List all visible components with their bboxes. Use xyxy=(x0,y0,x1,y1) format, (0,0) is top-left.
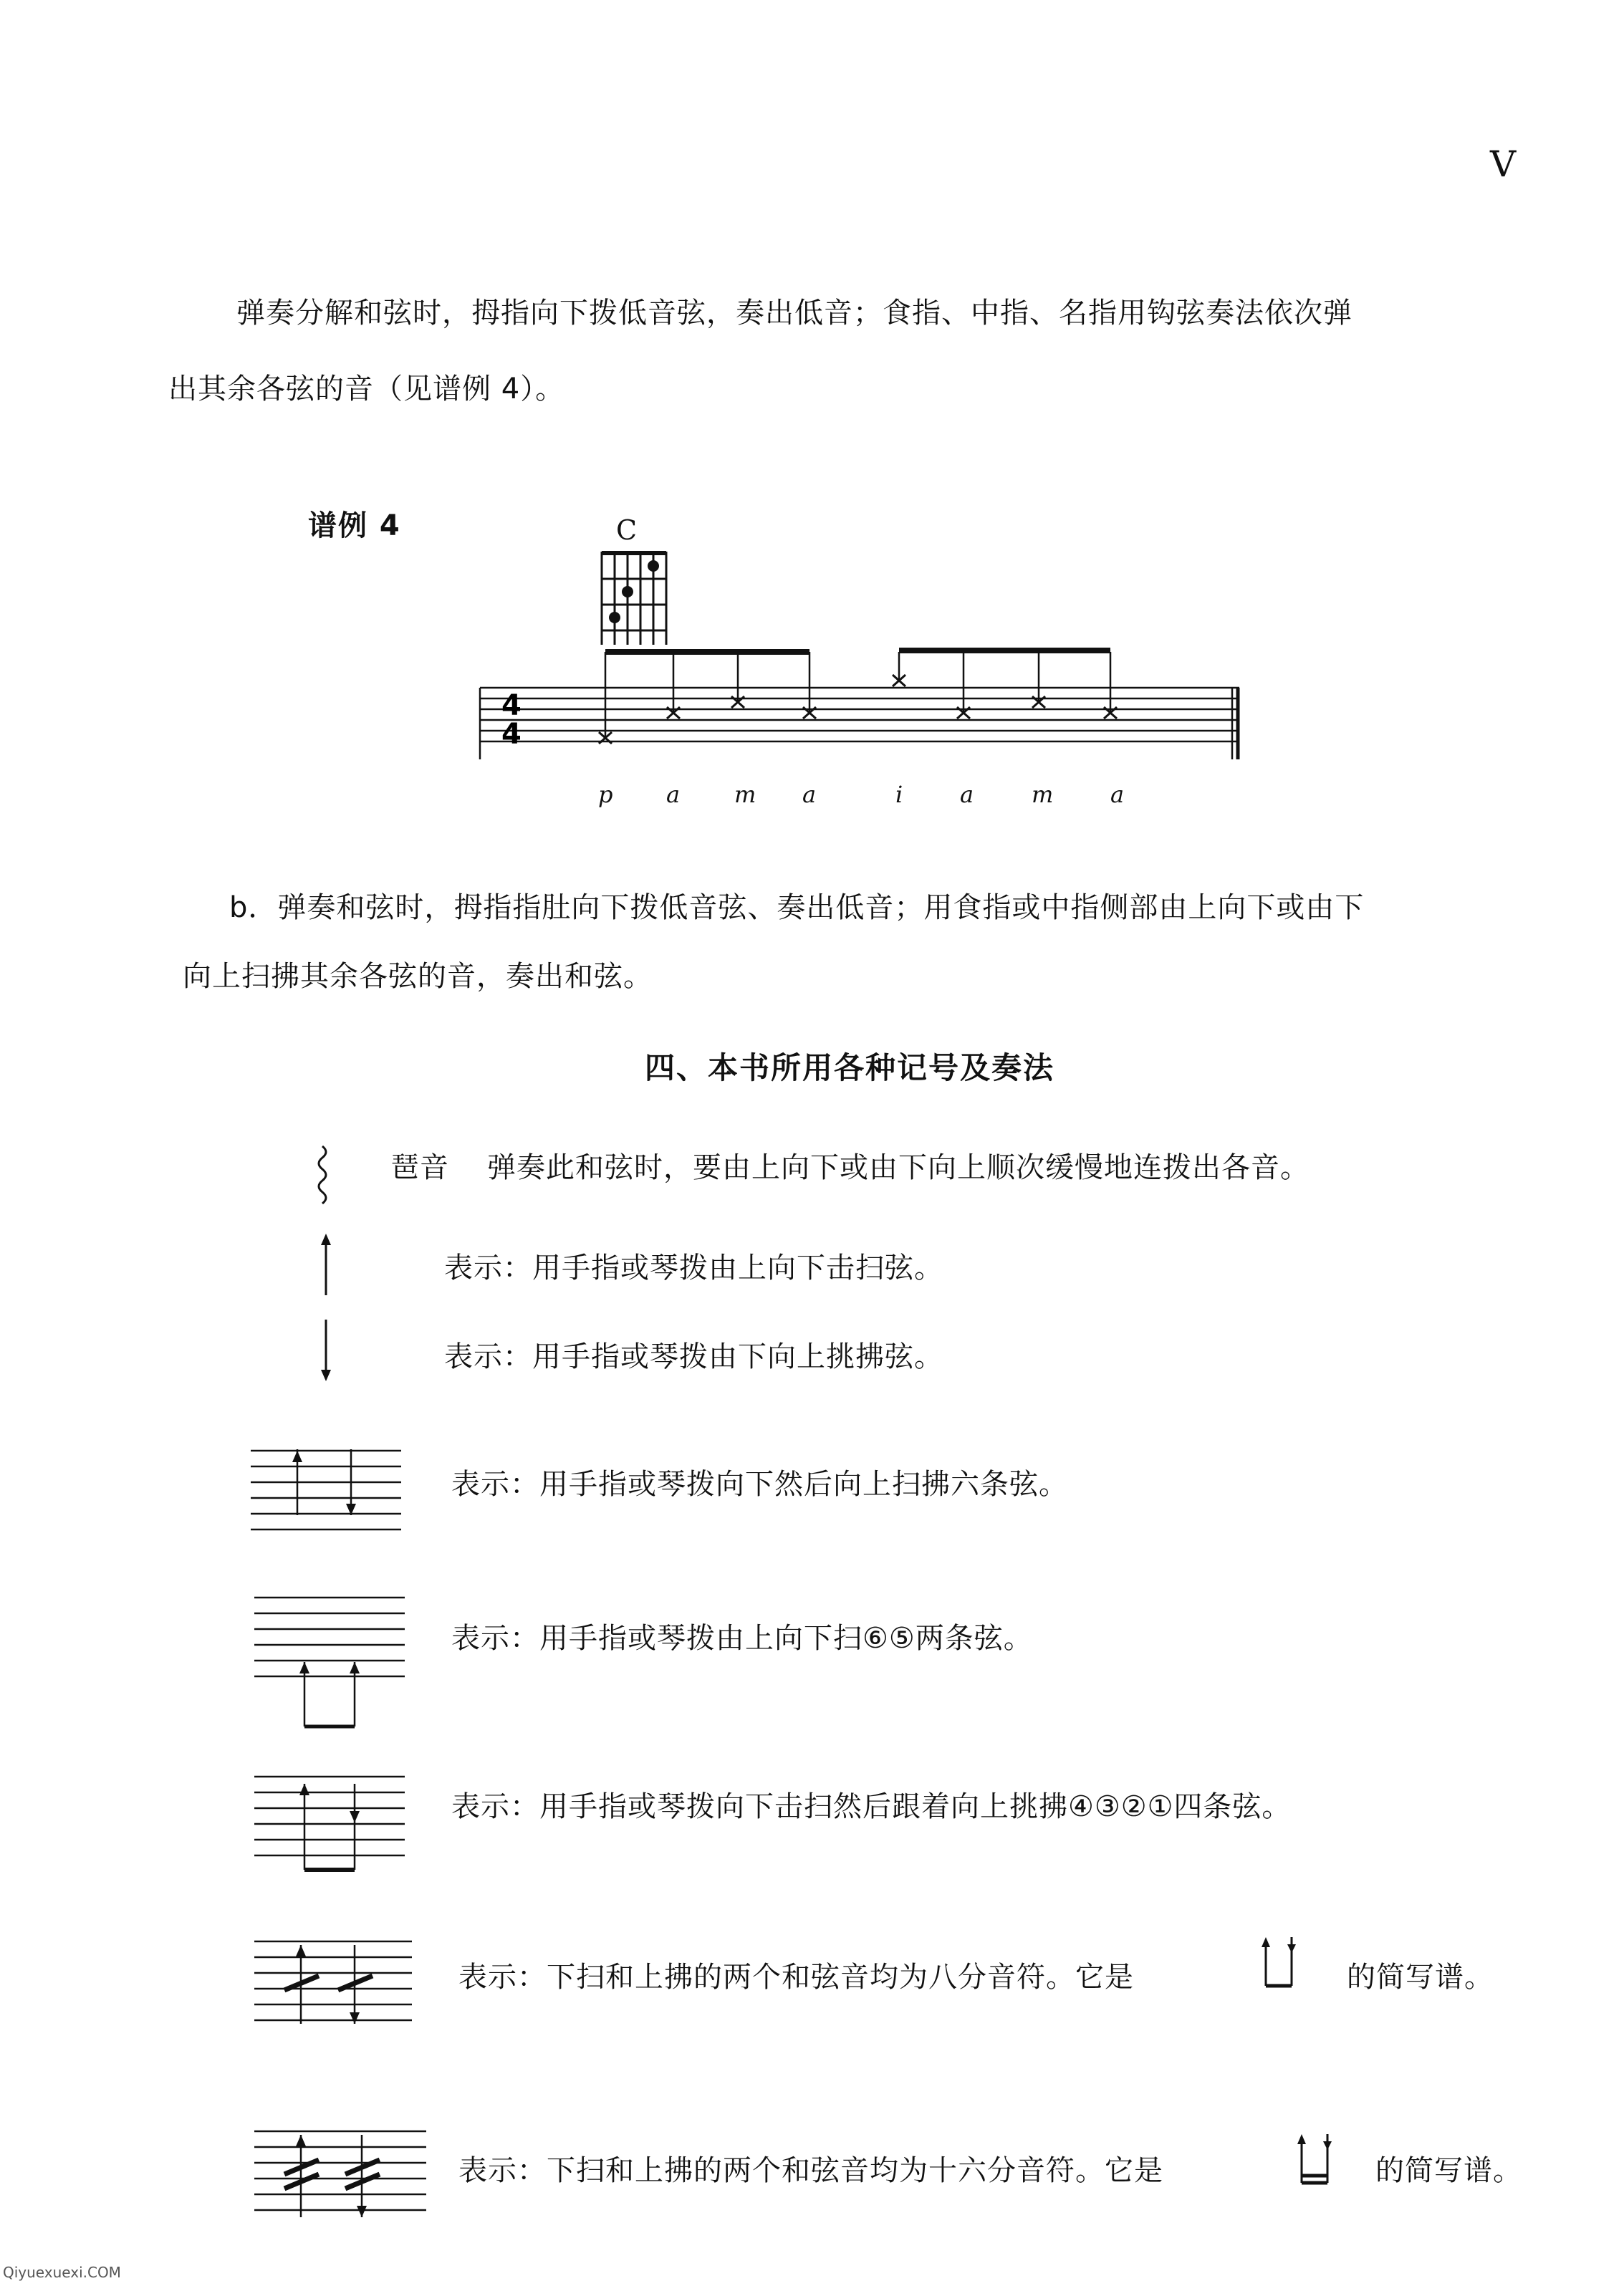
symbol-8-text: 表示：下扫和上拂的两个和弦音均为十六分音符。它是 xyxy=(458,2154,1163,2187)
staff-up-down-four-strings-icon xyxy=(254,1769,405,1884)
staff-two-up-strings-icon xyxy=(254,1590,405,1734)
example-label: 谱例 4 xyxy=(308,509,401,542)
fingering-6: a xyxy=(960,781,974,808)
fingering-8: a xyxy=(1110,781,1125,808)
fingering-4: a xyxy=(802,781,817,808)
symbol-7-text: 表示：下扫和上拂的两个和弦音均为八分音符。它是 xyxy=(458,1961,1134,1994)
symbol-5-text: 表示：用手指或琴拨由上向下扫⑥⑤两条弦。 xyxy=(451,1622,1033,1655)
staff-sixteenth-slash-icon xyxy=(254,2124,426,2228)
fingering-2: a xyxy=(666,781,681,808)
symbol-3-text: 表示：用手指或琴拨由下向上挑拂弦。 xyxy=(444,1340,943,1373)
staff-up-down-six-strings-icon xyxy=(251,1444,401,1537)
time-signature-top: 4 xyxy=(501,689,522,722)
time-signature-bottom: 4 xyxy=(501,718,522,751)
tablature-staff xyxy=(473,630,1246,767)
paragraph-1-line-1: 弹奏分解和弦时，拇指向下拨低音弦，奏出低音；食指、中指、名指用钩弦奏法依次弹 xyxy=(236,297,1352,330)
symbol-4-text: 表示：用手指或琴拨向下然后向上扫拂六条弦。 xyxy=(451,1468,1068,1501)
paragraph-2-line-1: b．弹奏和弦时，拇指指肚向下拨低音弦、奏出低音；用食指或中指侧部由上向下或由下 xyxy=(229,891,1365,924)
fingering-5: i xyxy=(895,781,903,808)
arpeggio-wavy-icon xyxy=(308,1146,337,1204)
chord-name: C xyxy=(616,514,638,546)
section-heading: 四、本书所用各种记号及奏法 xyxy=(645,1050,1055,1085)
inline-sixteenth-notes-icon xyxy=(1293,2131,1336,2189)
symbol-2-text: 表示：用手指或琴拨由上向下击扫弦。 xyxy=(444,1252,943,1284)
symbol-1-text: 弹奏此和弦时，要由上向下或由下向上顺次缓慢地连拨出各音。 xyxy=(487,1151,1310,1184)
paragraph-1-line-2: 出其余各弦的音（见谱例 4）。 xyxy=(168,373,565,405)
fingering-1: p xyxy=(598,781,613,808)
page-number: V xyxy=(1490,143,1517,185)
paragraph-2-line-2: 向上扫拂其余各弦的音，奏出和弦。 xyxy=(183,960,653,993)
inline-eighth-notes-icon xyxy=(1257,1934,1300,1992)
staff-eighth-slash-icon xyxy=(254,1934,412,2035)
fingering-3: m xyxy=(734,781,756,808)
symbol-7-suffix: 的简写谱。 xyxy=(1347,1961,1494,1994)
arrow-up-icon xyxy=(315,1232,337,1297)
symbol-6-text: 表示：用手指或琴拨向下击扫然后跟着向上挑拂④③②①四条弦。 xyxy=(451,1790,1292,1823)
symbol-8-suffix: 的简写谱。 xyxy=(1375,2154,1522,2187)
symbol-1-name: 琶音 xyxy=(390,1151,449,1184)
watermark: Qiyuexuexi.COM xyxy=(3,2264,121,2281)
arrow-down-icon xyxy=(315,1318,337,1383)
fingering-7: m xyxy=(1032,781,1054,808)
